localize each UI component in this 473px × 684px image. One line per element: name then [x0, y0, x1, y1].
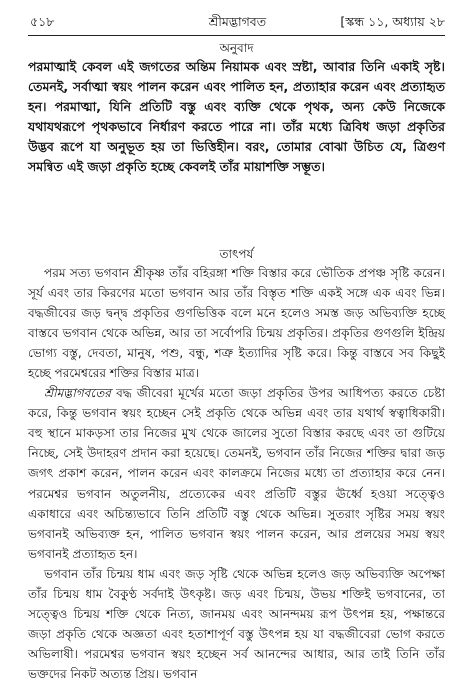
purport-paragraph-2-text: বদ্ধ জীবেরা মূর্খের মতো জড়া প্রকৃতির উপর আধিপত্য করতে চেষ্টা করে, কিন্তু ভগবান স্বয়ং হচ্ছেন সেই প্রকৃতি থেকে অভিন্ন এবং তার যথার্থ স্বত্বাধিকারী। বহু স্থানে মাকড়সা তার নিজের মুখ থেকে জালের সুতো বিস্তার করছে এবং তা গুটিয়ে নিচ্ছে, সেই উদাহরণ প্রদান করা হয়েছে। তেমনই, ভগবান তাঁর নিজের শক্তির দ্বারা জড় জগৎ প্রকাশ করেন, পালন করেন এবং কালক্রমে নিজের মধ্যে তা প্রত্যাহার করে নেন। পরমেশ্বর ভগবান অতুলনীয়, প্রত্যেকের এবং প্রতিটি বস্তুর ঊর্ধ্বে হওয়া সত্ত্বেও একাধারে এবং অচিন্ত্যভাবে তিনি প্রতিটি বস্তু থেকে অভিন্ন। সুতরাং সৃষ্টির সময় স্বয়ং ভগবানই অভিব্যক্ত হন, পালিত ভগবান স্বয়ং পালন করেন, আর প্রলয়ের সময় স্বয়ং ভগবানই প্রত্যাহৃত হন। — [28, 386, 445, 561]
purport-heading: তাৎপর্য — [219, 247, 254, 261]
header-rule — [28, 35, 445, 36]
purport-paragraph-1: পরম সত্য ভগবান শ্রীকৃষ্ণ তাঁর বহিরঙ্গা শক্তি বিস্তার করে ভৌতিক প্রপঞ্চ সৃষ্টি করেন। সূর্য এবং তার কিরণের মতো ভগবান আর তাঁর বিস্তৃত শক্তি একই সঙ্গে এক এবং ভিন্ন। বদ্ধজীবের জড় দ্বন্দ্ব প্রকৃতির গুণভিত্তিক বলে মনে হলেও সমস্ত জড় অভিব্যক্তি হচ্ছে বাস্তবে ভগবান থেকে অভিন্ন, আর তা সর্বোপরি চিন্ময় প্রকৃতির। প্রকৃতির গুণগুলি ইন্দ্রিয় ভোগ্য বস্তু, দেবতা, মানুষ, পশু, বন্ধু, শত্রু ইত্যাদির সৃষ্টি করে। কিন্তু বাস্তবে সব কিছুই হচ্ছে পরমেশ্বরের শক্তির বিস্তার মাত্র। — [28, 266, 445, 381]
translation-heading: অনুবাদ — [219, 41, 254, 55]
canto-chapter-reference: [স্কন্ধ ১১, অধ্যায় ২৮ — [340, 14, 445, 29]
purport-paragraph-2 — [28, 383, 445, 563]
page-number: ৫১৮ — [30, 14, 55, 29]
purport-paragraph-3: ভগবান তাঁর চিন্ময় ধাম এবং জড় সৃষ্টি থেকে অভিন্ন হলেও জড় অভিব্যক্তি অপেক্ষা তাঁর চিন্ময় ধাম বৈকুণ্ঠ সর্বদাই উৎকৃষ্ট। জড় এবং চিন্ময়, উভয় শক্তিই ভগবানের, তা সত্ত্বেও চিন্ময় শক্তি থেকে নিত্য, জানময় এবং আনন্দময় রূপ উৎপন্ন হয়, পক্ষান্তরে জড়া প্রকৃতি থেকে অজ্ঞতা এবং হতাশাপূর্ণ বস্তু উৎপন্ন হয় যা বদ্ধজীবেরা ভোগ করতে অভিলাষী। পরমেশ্বর ভগবান স্বয়ং হচ্ছেন সর্ব আনন্দের আধার, আর তাই তিনি তাঁর ভক্তদের নিকট অত্যন্ত প্রিয়। ভগবান — [28, 566, 445, 681]
book-title: শ্রীমদ্ভাগবত — [208, 14, 267, 29]
translation-paragraph: পরমাত্মাই কেবল এই জগতের অন্তিম নিয়ামক এবং স্রষ্টা, আবার তিনি একাই সৃষ্ট। তেমনই, সর্বাত্মা স্বয়ং পালন করেন এবং পালিত হন, প্রত্যাহার করেন এবং প্রত্যাহৃত হন। পরমাত্মা, যিনি প্রতিটি বস্তু এবং ব্যক্তি থেকে পৃথক, অন্য কেউ নিজেকে যথাযথরূপে পৃথকভাবে নির্ধারণ করতে পারে না। তাঁর মধ্যে ত্রিবিধ জড়া প্রকৃতির উদ্ভব রূপে যা অনুভূত হয় তা ভিত্তিহীন। বরং, তোমার বোঝা উচিত যে, ত্রিগুণ সমন্বিত এই জড়া প্রকৃতি হচ্ছে কেবলই তাঁর মায়াশক্তি সম্ভূত। — [28, 59, 445, 175]
scripture-title: শ্রীমদ্ভাগবতের — [44, 386, 111, 401]
translation-text — [28, 57, 445, 178]
purport-text — [28, 263, 445, 684]
page-header — [30, 12, 445, 32]
